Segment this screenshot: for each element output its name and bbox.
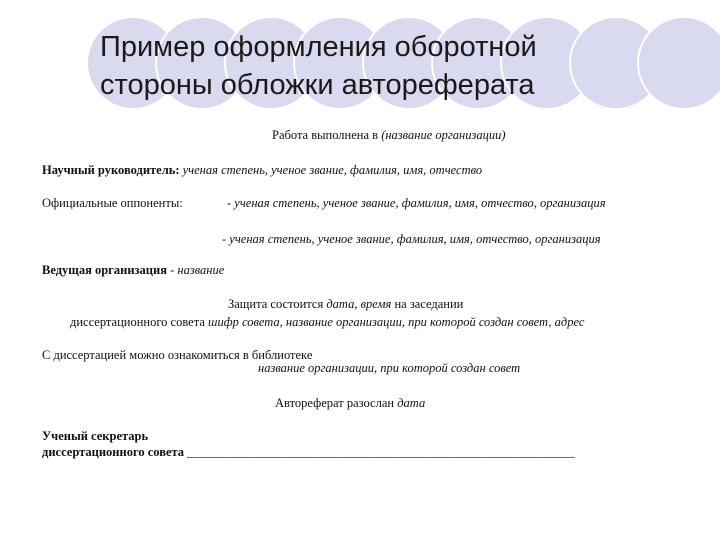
sent-text: Автореферат разослан: [275, 396, 398, 410]
defense-council-info: шифр совета, название организации, при которой создан совет, адрес: [208, 315, 585, 329]
secretary-line-2: [42, 445, 575, 460]
library-text: С диссертацией можно ознакомиться в библиотеке: [42, 348, 313, 362]
leading-org-sep: -: [166, 263, 178, 277]
slide-title-line-1: Пример оформления оборотной: [100, 31, 537, 63]
supervisor-label: Научный руководитель:: [42, 163, 180, 177]
defense-date-time: дата, время: [326, 297, 392, 311]
leading-org-value: название: [177, 263, 225, 277]
defense-line-2: [70, 315, 584, 330]
sent-value: дата: [397, 396, 426, 410]
performed-prefix: Работа выполнена в: [272, 128, 382, 142]
performed-value: (название организации): [381, 128, 506, 142]
performed-line: [272, 128, 506, 143]
defense-part3: диссертационного совета: [70, 315, 209, 329]
leading-org-label: Ведущая организация: [42, 263, 167, 277]
secretary-council: диссертационного совета: [42, 445, 185, 459]
signature-line: ______________________________________________________________: [184, 445, 575, 459]
slide-title-line-2: стороны обложки автореферата: [100, 69, 535, 101]
opponents-label: Официальные оппоненты:: [42, 196, 183, 210]
secretary-line-1: Ученый секретарь: [42, 429, 149, 443]
sent-line: [275, 396, 425, 411]
leading-org-line: [42, 263, 224, 278]
opponent-1: - ученая степень, ученое звание, фамилия, имя, отчество, организация: [227, 196, 606, 210]
supervisor-line: [42, 163, 482, 178]
opponent-2: - ученая степень, ученое звание, фамилия, имя, отчество, организация: [222, 232, 601, 246]
supervisor-value: ученая степень, ученое звание, фамилия, имя, отчество: [179, 163, 483, 177]
defense-part2: на заседании: [391, 297, 464, 311]
defense-part1: Защита состоится: [228, 297, 327, 311]
defense-line-1: [228, 297, 463, 312]
library-value: название организации, при которой создан совет: [258, 361, 521, 375]
